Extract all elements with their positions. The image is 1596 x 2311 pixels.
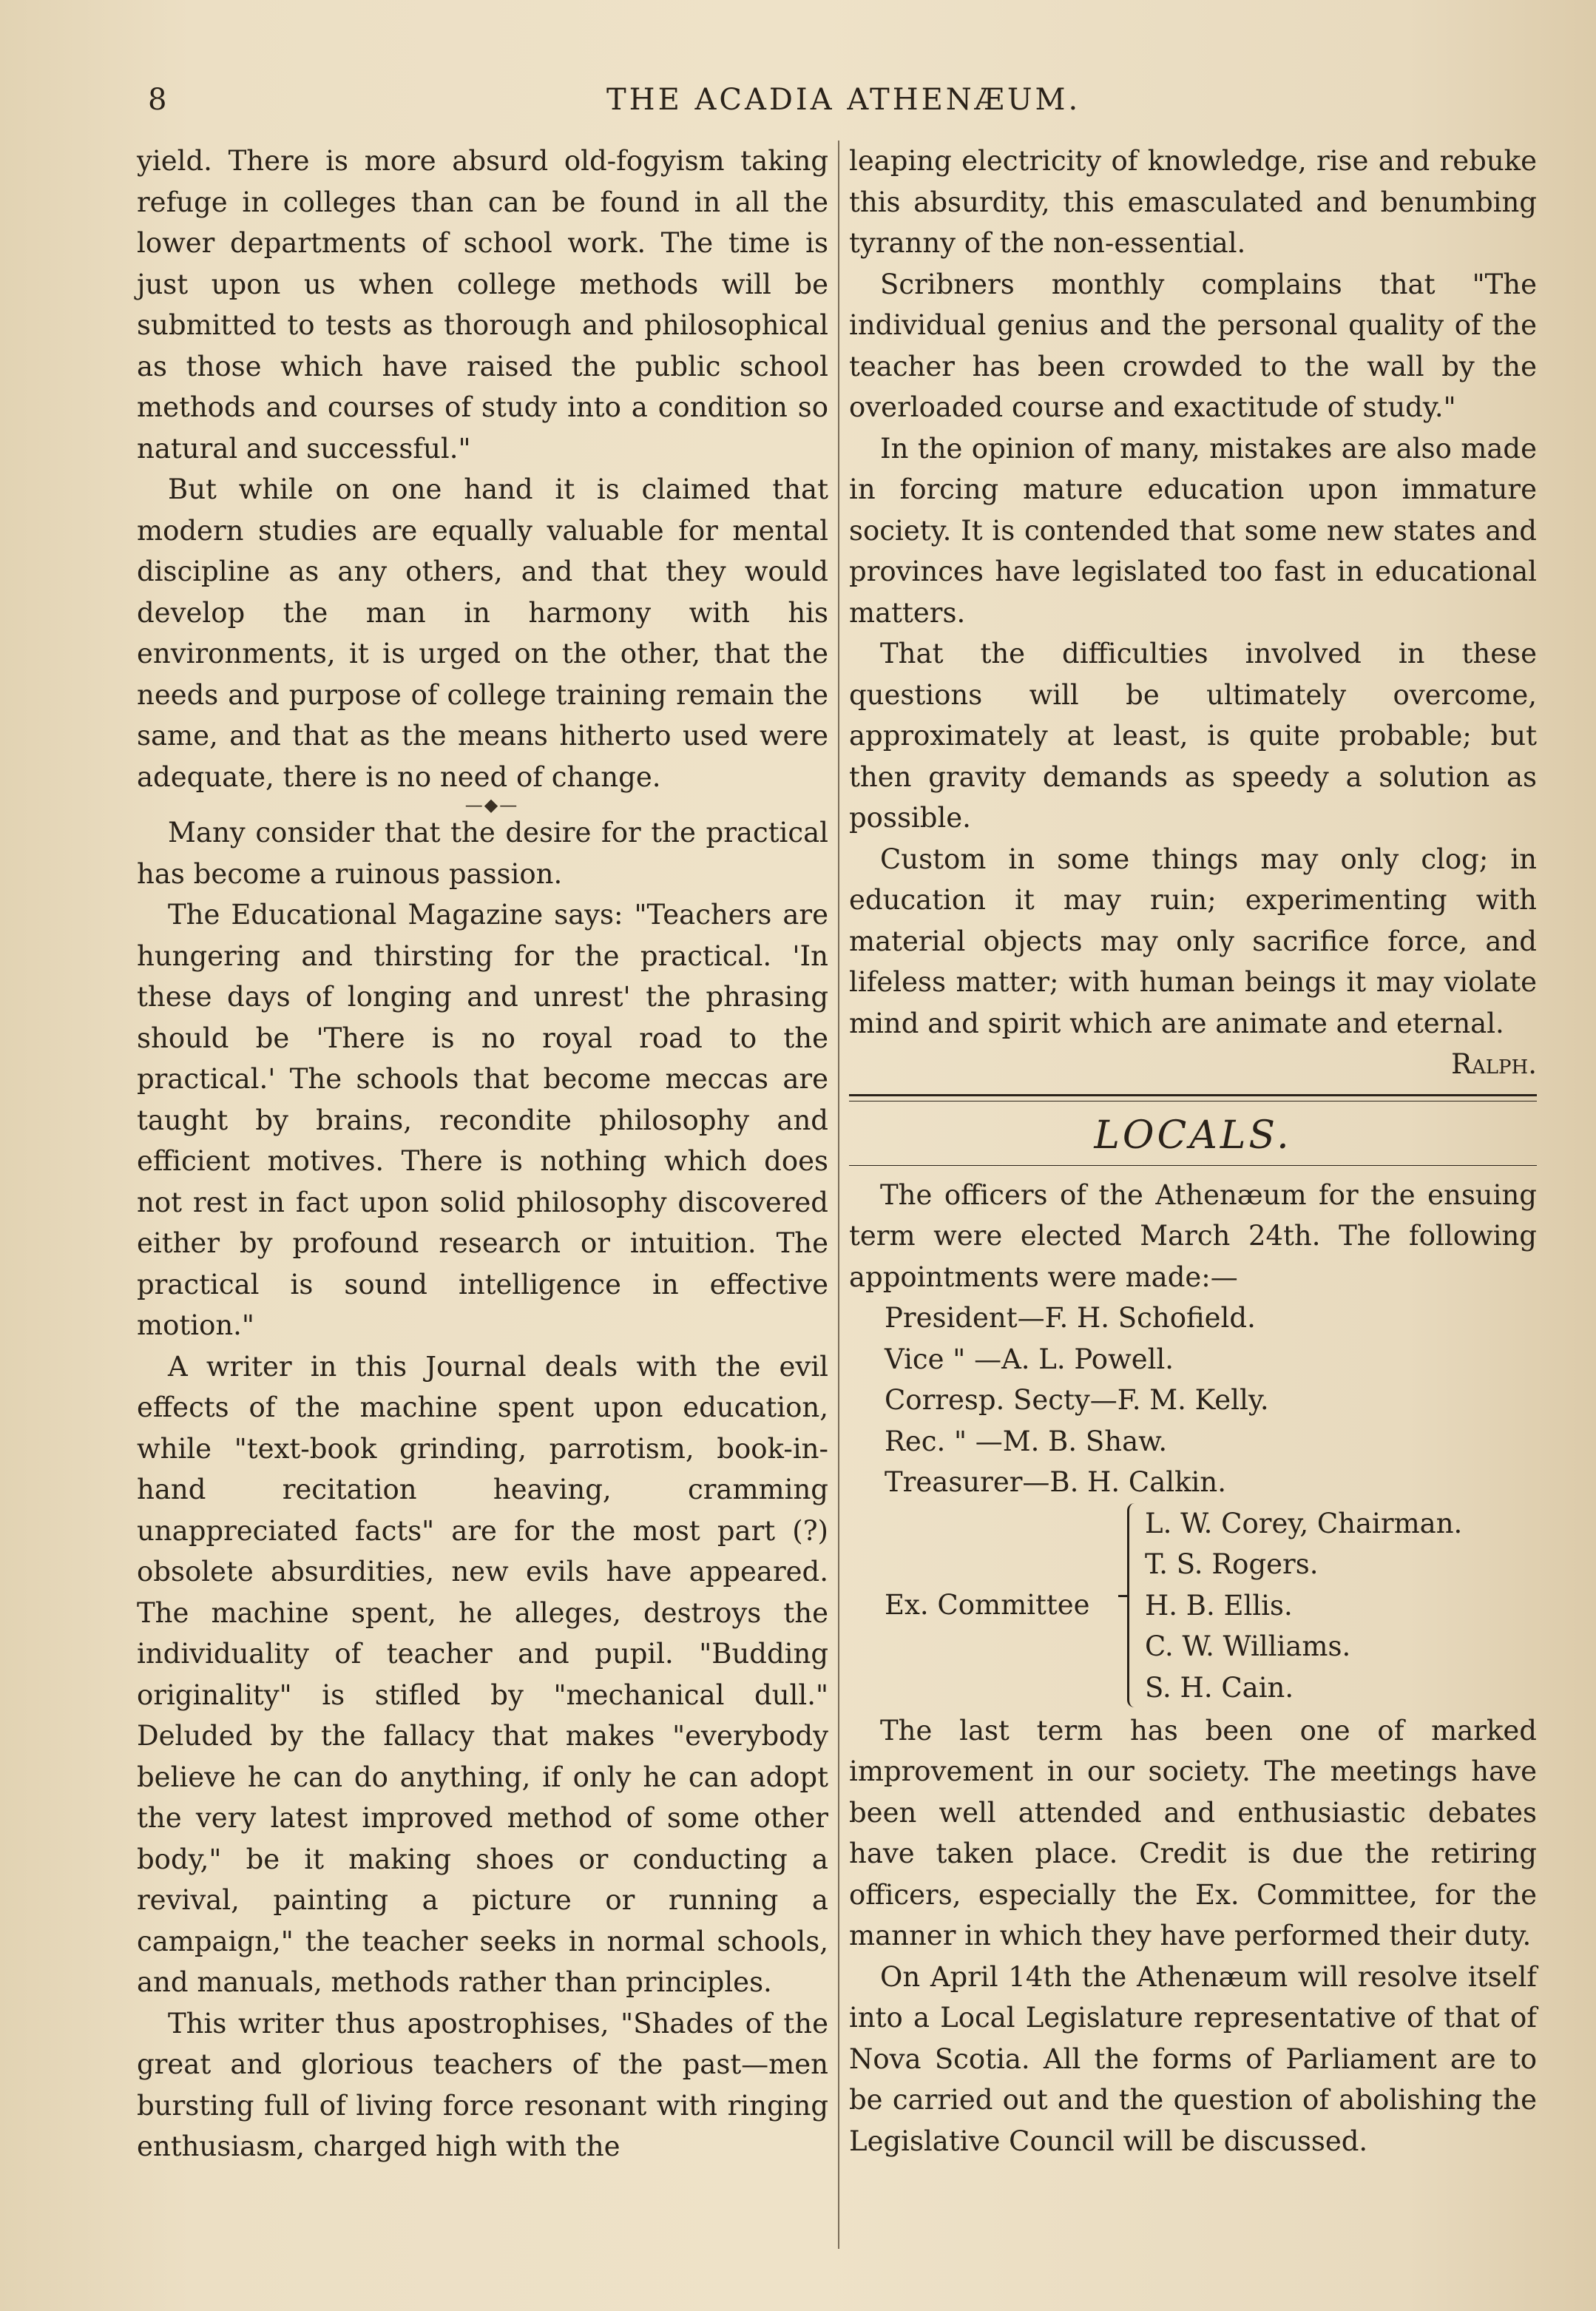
committee-member: L. W. Corey, Chairman. bbox=[1145, 1507, 1463, 1539]
committee-member: T. S. Rogers. bbox=[1145, 1548, 1319, 1580]
paragraph: yield. There is more absurd old-fogyism taking refuge in colleges than can be found in all the lower departments of school work. The time is just upon us when college methods will be submitted to tests as thorough and philosophical as those which have raised the public school methods and courses of study into a condition so natural and successful." bbox=[137, 145, 828, 465]
page-number: 8 bbox=[148, 83, 168, 117]
signature-text: Ralph. bbox=[1451, 1048, 1537, 1080]
officer-entry: Treasurer—B. H. Calkin. bbox=[885, 1466, 1226, 1498]
running-title: THE ACADIA ATHENÆUM. bbox=[606, 83, 1081, 117]
paragraph: On April 14th the Athenæum will resolve itself into a Local Legislature representative of that of Nova Scotia. All the forms of Parliament are to be carried out and the question of abolishing the Legislative Council will be discussed. bbox=[849, 1960, 1537, 2157]
paragraph: leaping electricity of knowledge, rise and rebuke this absurdity, this emasculated and benumbing tyranny of the non-essential. bbox=[849, 145, 1537, 259]
brace-tip bbox=[1118, 1595, 1127, 1606]
committee-members bbox=[1145, 1503, 1529, 1709]
committee-member: S. H. Cain. bbox=[1145, 1671, 1294, 1704]
paragraph: The officers of the Athenæum for the ensuing term were elected March 24th. The following appointments were made:— bbox=[849, 1178, 1537, 1293]
page-header bbox=[141, 74, 1546, 126]
officer-entry: Rec. " —M. B. Shaw. bbox=[885, 1425, 1168, 1457]
paragraph: This writer thus apostrophises, "Shades of the great and glorious teachers of the past—men bursting full of living force resonant with ringing enthusiasm, charged high with the bbox=[137, 2007, 828, 2162]
officer-entry: Corresp. Secty—F. M. Kelly. bbox=[885, 1384, 1269, 1416]
column-rule bbox=[838, 141, 839, 2249]
paragraph: A writer in this Journal deals with the evil effects of the machine spent upon education, while "text-book grinding, parrotism, book-in-hand recitation heaving, cramming unappreciated facts" are for the most part (?) obsolete absurdities, new evils have appeared. The machine spent, he alleges, destroys the individuality of teacher and pupil. "Budding originality" is stifled by "mechanical dull." Deluded by the fallacy that makes "everybody believe he can do anything, if only he can adopt the very latest improved method of some other body," be it making shoes or conducting a revival, painting a picture or running a campaign," the teacher seeks in normal schools, and manuals, methods rather than principles. bbox=[137, 1350, 828, 1998]
section-rule bbox=[849, 1165, 1537, 1167]
committee-label: Ex. Committee bbox=[885, 1588, 1090, 1621]
officer-entry: Vice " —A. L. Powell. bbox=[885, 1343, 1174, 1375]
committee-member: H. B. Ellis. bbox=[1145, 1589, 1293, 1622]
officer-list bbox=[885, 1298, 1537, 1503]
paragraph: Custom in some things may only clog; in education it may ruin; experimenting with material objects may only sacrifice force, and lifeless matter; with human beings it may violate mind and spirit which are animate and eternal. bbox=[849, 843, 1537, 1039]
paragraph: But while on one hand it is claimed that modern studies are equally valuable for mental discipline as any others, and that they would develop the man in harmony with his environments, it is urged on the other, that the needs and purpose of college training remain the same, and that as the means hitherto used were adequate, there is no need of change. bbox=[137, 473, 828, 793]
executive-committee bbox=[885, 1503, 1537, 1710]
left-column bbox=[137, 141, 828, 2167]
signature bbox=[849, 1044, 1537, 1085]
paragraph: The last term has been one of marked improvement in our society. The meetings have been well attended and enthusiastic debates have taken place. Credit is due the retiring officers, especially the Ex. Committee, for the manner in which they have performed their duty. bbox=[849, 1714, 1537, 1951]
right-column bbox=[849, 141, 1537, 2162]
section-rule bbox=[849, 1094, 1537, 1101]
paragraph: In the opinion of many, mistakes are also made in forcing mature education upon immature society. It is contended that some new states and provinces have legislated too fast in educational matters. bbox=[849, 432, 1537, 629]
paragraph: The Educational Magazine says: "Teachers are hungering and thirsting for the practical. 'In these days of longing and unrest' the phrasing should be 'There is no royal road to the practical.' The schools that become meccas are taught by brains, recondite philosophy and efficient motives. There is nothing which does not rest in fact upon solid philosophy discovered either by profound research or intuition. The practical is sound intelligence in effective motion." bbox=[137, 899, 828, 1341]
paragraph: That the difficulties involved in these questions will be ultimately overcome, approximately at least, is quite probable; but then gravity demands as speedy a solution as possible. bbox=[849, 638, 1537, 834]
paragraph: Scribners monthly complains that "The individual genius and the personal quality of the teacher has been crowded to the wall by the overloaded course and exactitude of study." bbox=[849, 268, 1537, 423]
ornament-divider: —◆— bbox=[464, 794, 519, 815]
section-title: LOCALS. bbox=[1094, 1113, 1292, 1158]
committee-member: C. W. Williams. bbox=[1145, 1630, 1351, 1662]
brace-icon bbox=[1127, 1503, 1143, 1707]
officer-entry: President—F. H. Schofield. bbox=[885, 1302, 1256, 1334]
paragraph: Many consider that the desire for the practical has become a ruinous passion. bbox=[137, 817, 828, 890]
